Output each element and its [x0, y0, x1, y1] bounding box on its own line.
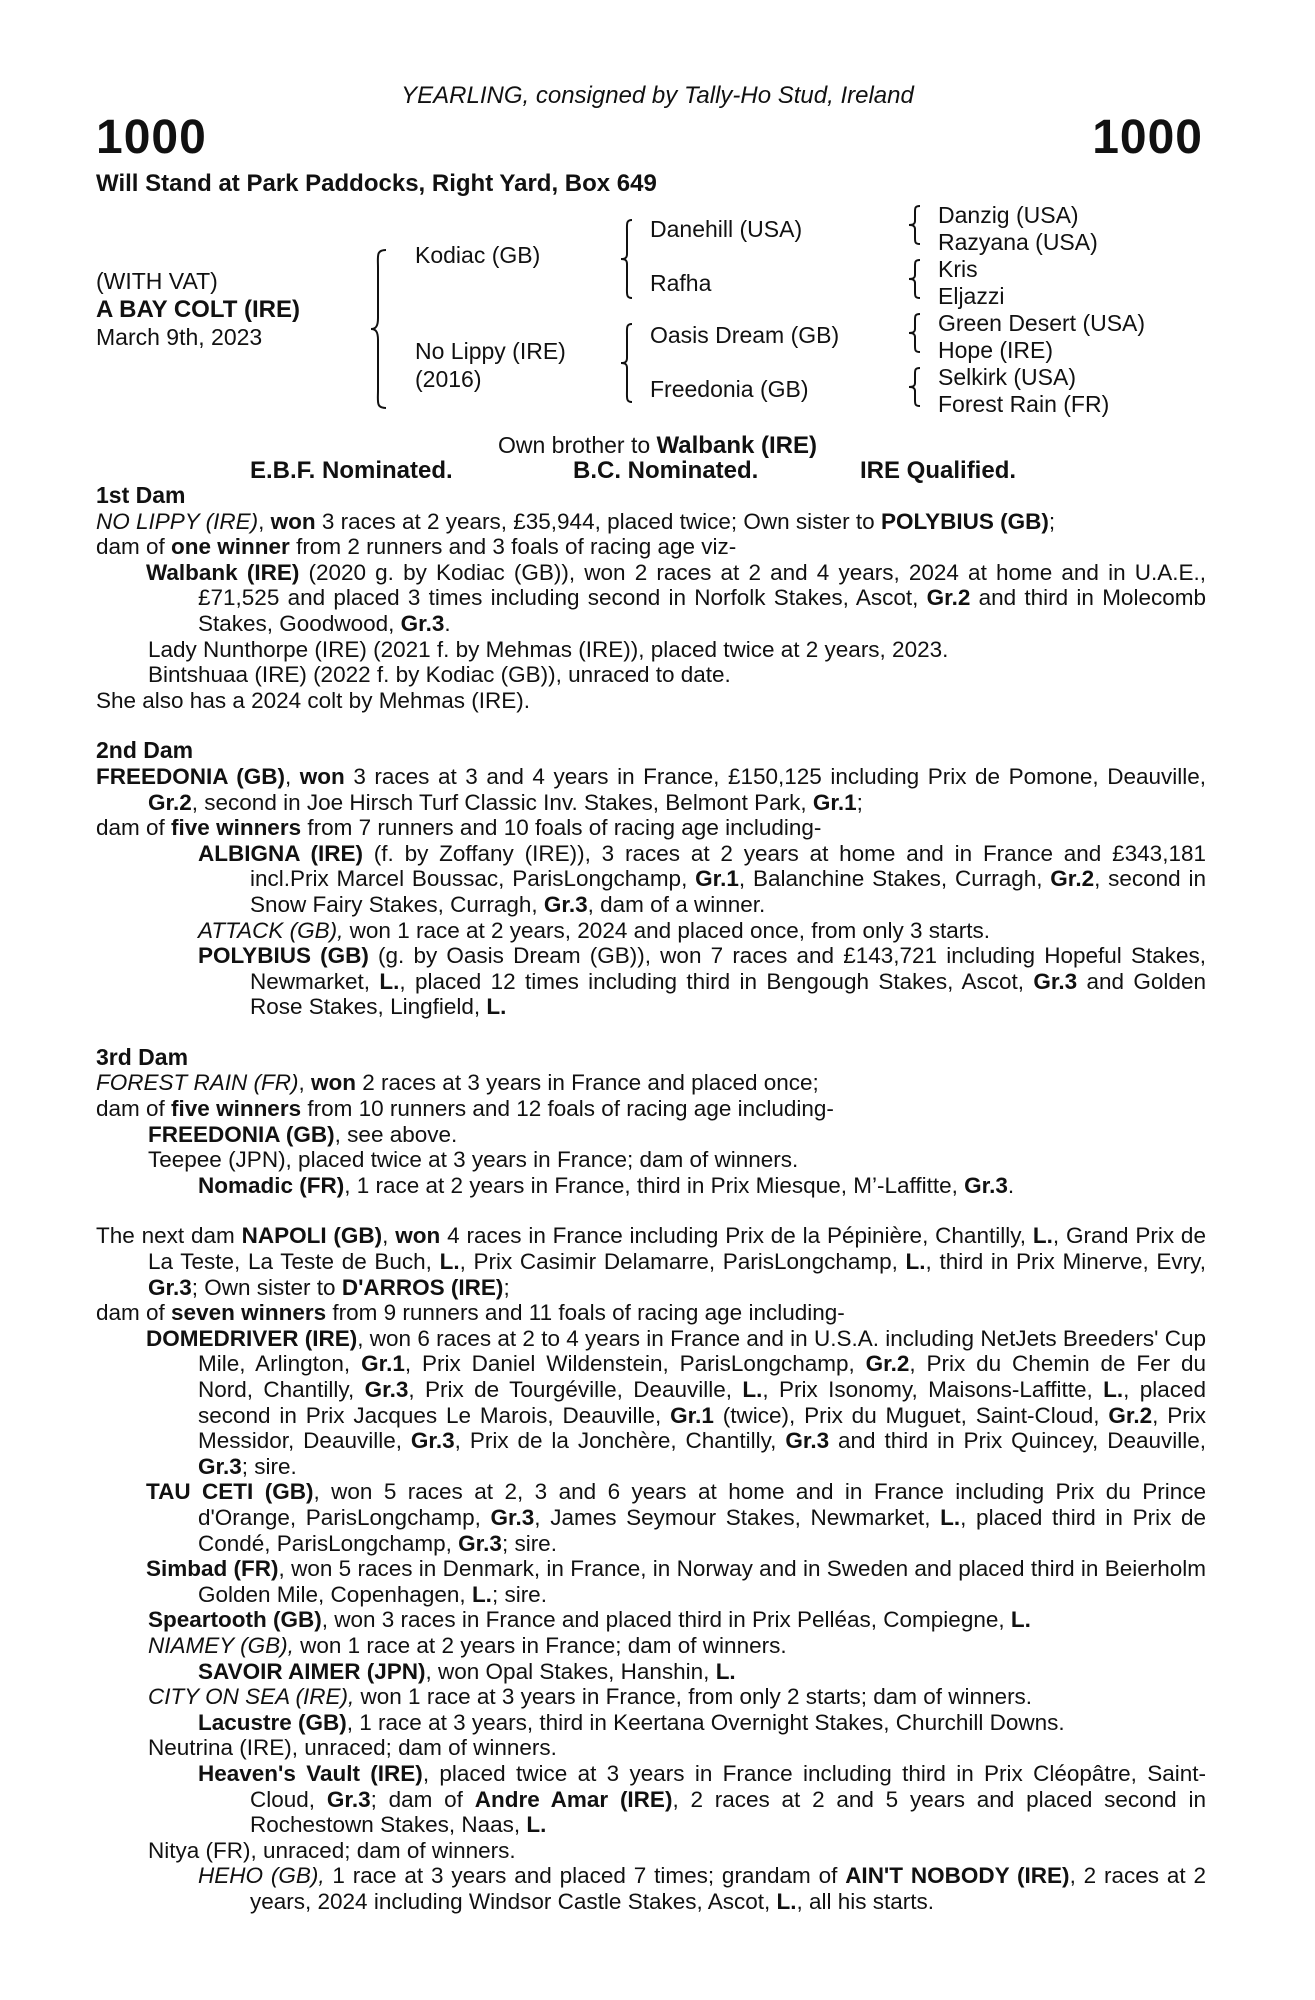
- gg-dam-2: Eljazzi: [938, 283, 1005, 309]
- second-dam-line: FREEDONIA (GB), won 3 races at 3 and 4 years in France, £150,125 including Prix de Pomone, Deauville, Gr.2, second in Joe Hirsch Turf Classic Inv. Stakes, Belmont Park, Gr.1;: [96, 763, 1206, 815]
- sire: Kodiac (GB): [415, 242, 541, 268]
- first-dam-also: She also has a 2024 colt by Mehmas (IRE).: [96, 687, 530, 713]
- produce-simbad: Simbad (FR), won 5 races in Denmark, in France, in Norway and in Sweden and placed third in Beierholm Golden Mile, Copenhagen, L.; sire.: [146, 1556, 1207, 1607]
- first-dam-produce: dam of one winner from 2 runners and 3 foals of racing age viz-: [96, 534, 737, 560]
- gg-sire-1: Danzig (USA): [938, 202, 1079, 228]
- own-brother-line: Own brother to Walbank (IRE): [498, 432, 817, 459]
- dam-dam: Freedonia (GB): [650, 376, 809, 402]
- dam-year: (2016): [415, 366, 482, 392]
- dam-brace: [618, 322, 636, 404]
- produce-tau-ceti: TAU CETI (GB), won 5 races at 2, 3 and 6 years at home and in France including Prix du Prince d'Orange, ParisLongchamp, Gr.3, James Seymour Stakes, Newmarket, L., placed third in Prix de Condé, ParisLongchamp, Gr.3; sire.: [146, 1479, 1207, 1556]
- sire-dam: Rafha: [650, 270, 712, 296]
- produce-polybius: POLYBIUS (GB) (g. by Oasis Dream (GB)), won 7 races and £143,721 including Hopeful Stakes, Newmarket, L., placed 12 times including third in Bengough Stakes, Ascot, Gr.3 and Golden Rose Stakes, Lingfield, L.: [198, 943, 1206, 1020]
- gg-sire-2: Kris: [938, 256, 978, 282]
- gg-sire-4: Selkirk (USA): [938, 364, 1077, 390]
- vat-note: (WITH VAT): [96, 268, 218, 294]
- ss-brace: [906, 204, 924, 248]
- produce-niamey: NIAMEY (GB), won 1 race at 2 years in France; dam of winners.: [148, 1632, 787, 1658]
- dam: No Lippy (IRE): [415, 338, 566, 364]
- third-dam-line: FOREST RAIN (FR), won 2 races at 3 years in France and placed once;: [96, 1070, 819, 1096]
- produce-lady-nunthorpe: Lady Nunthorpe (IRE) (2021 f. by Mehmas (IRE)), placed twice at 2 years, 2023.: [148, 636, 949, 662]
- produce-nitya: Nitya (FR), unraced; dam of winners.: [148, 1837, 516, 1863]
- produce-savoir-aimer: SAVOIR AIMER (JPN), won Opal Stakes, Hanshin, L.: [198, 1658, 736, 1684]
- next-dam-produce: dam of seven winners from 9 runners and 11 foals of racing age including-: [96, 1300, 845, 1326]
- produce-lacustre: Lacustre (GB), 1 race at 3 years, third in Keertana Overnight Stakes, Churchill Downs.: [198, 1709, 1065, 1735]
- sire-brace: [618, 218, 636, 300]
- produce-speartooth: Speartooth (GB), won 3 races in France and placed third in Prix Pelléas, Compiegne, L.: [148, 1607, 1031, 1633]
- own-brother-name: Walbank (IRE): [656, 432, 817, 459]
- ire-qualified: IRE Qualified.: [860, 457, 1017, 484]
- produce-heho: HEHO (GB), 1 race at 3 years and placed 7 times; grandam of AIN'T NOBODY (IRE), 2 races at 2 years, 2024 including Windsor Castle Stakes, Ascot, L., all his starts.: [198, 1863, 1206, 1914]
- produce-heavens-vault: Heaven's Vault (IRE), placed twice at 3 years in France including third in Prix Cléopâtre, Saint-Cloud, Gr.3; dam of Andre Amar (IRE), 2 races at 2 and 5 years and placed second in Rochestown Stakes, Naas, L.: [198, 1760, 1206, 1838]
- next-dam-line: The next dam NAPOLI (GB), won 4 races in France including Prix de la Pépinière, Chantilly, L., Grand Prix de La Teste, La Teste de Buch, L., Prix Casimir Delamarre, ParisLongchamp, L., third in Prix Minerve, Evry, Gr.3; Own sister to D'ARROS (IRE);: [96, 1223, 1206, 1300]
- first-dam-heading: 1st Dam: [96, 482, 186, 508]
- produce-albigna: ALBIGNA (IRE) (f. by Zoffany (IRE)), 3 races at 2 years at home and in France and £343,181 incl.Prix Marcel Boussac, ParisLongchamp, Gr.1, Balanchine Stakes, Curragh, Gr.2, second in Snow Fairy Stakes, Curragh, Gr.3, dam of a winner.: [198, 840, 1206, 917]
- produce-neutrina: Neutrina (IRE), unraced; dam of winners.: [148, 1735, 557, 1761]
- horse-name: A BAY COLT (IRE): [96, 296, 301, 323]
- second-dam-heading: 2nd Dam: [96, 737, 194, 764]
- ebf-nominated: E.B.F. Nominated.: [250, 457, 453, 484]
- produce-bintshuaa: Bintshuaa (IRE) (2022 f. by Kodiac (GB)), unraced to date.: [148, 662, 731, 688]
- produce-city-on-sea: CITY ON SEA (IRE), won 1 race at 3 years in France, from only 2 starts; dam of winners.: [148, 1684, 1033, 1710]
- dam-records: [96, 483, 1206, 1914]
- main-brace: [368, 248, 390, 410]
- third-dam-produce: dam of five winners from 10 runners and 12 foals of racing age including-: [96, 1096, 834, 1122]
- third-dam-heading: 3rd Dam: [96, 1043, 189, 1070]
- gg-dam-4: Forest Rain (FR): [938, 391, 1110, 417]
- lot-number-left: 1000: [96, 111, 207, 164]
- dam-sire: Oasis Dream (GB): [650, 322, 840, 348]
- gg-dam-1: Razyana (USA): [938, 229, 1098, 255]
- produce-freedonia: FREEDONIA (GB), see above.: [148, 1121, 458, 1147]
- lot-number-right: 1000: [1092, 111, 1203, 164]
- first-dam-line: NO LIPPY (IRE), won 3 races at 2 years, £35,944, placed twice; Own sister to POLYBIUS (GB);: [96, 508, 1056, 534]
- dd-brace: [906, 366, 924, 410]
- gg-dam-3: Hope (IRE): [938, 337, 1054, 363]
- produce-attack: ATTACK (GB), won 1 race at 2 years, 2024 and placed once, from only 3 starts.: [198, 917, 991, 943]
- sire-sire: Danehill (USA): [650, 216, 803, 242]
- gg-sire-3: Green Desert (USA): [938, 310, 1146, 336]
- produce-nomadic: Nomadic (FR), 1 race at 2 years in France, third in Prix Miesque, M’-Laffitte, Gr.3.: [198, 1172, 1015, 1198]
- produce-domedriver: DOMEDRIVER (IRE), won 6 races at 2 to 4 years in France and in U.S.A. including NetJets Breeders' Cup Mile, Arlington, Gr.1, Prix Daniel Wildenstein, ParisLongchamp, Gr.2, Prix du Chemin de Fer du Nord, Chantilly, Gr.3, Prix de Tourgéville, Deauville, L., Prix Isonomy, Maisons-Laffitte, L., placed second in Prix Jacques Le Marois, Deauville, Gr.1 (twice), Prix du Muguet, Saint-Cloud, Gr.2, Prix Messidor, Deauville, Gr.3, Prix de la Jonchère, Chantilly, Gr.3 and third in Prix Quincey, Deauville, Gr.3; sire.: [146, 1325, 1207, 1479]
- ds-brace: [906, 312, 924, 356]
- consignor-line: YEARLING, consigned by Tally-Ho Stud, Ireland: [401, 82, 914, 109]
- stand-location: Will Stand at Park Paddocks, Right Yard, Box 649: [96, 170, 657, 197]
- produce-walbank: Walbank (IRE) (2020 g. by Kodiac (GB)), won 2 races at 2 and 4 years, 2024 at home and in U.A.E., £71,525 and placed 3 times including second in Norfolk Stakes, Ascot, Gr.2 and third in Molecomb Stakes, Goodwood, Gr.3.: [146, 559, 1206, 636]
- sd-brace: [906, 258, 924, 302]
- bc-nominated: B.C. Nominated.: [573, 457, 759, 484]
- foaling-date: March 9th, 2023: [96, 324, 263, 350]
- produce-teepee: Teepee (JPN), placed twice at 3 years in France; dam of winners.: [148, 1147, 799, 1173]
- second-dam-produce: dam of five winners from 7 runners and 10 foals of racing age including-: [96, 815, 822, 841]
